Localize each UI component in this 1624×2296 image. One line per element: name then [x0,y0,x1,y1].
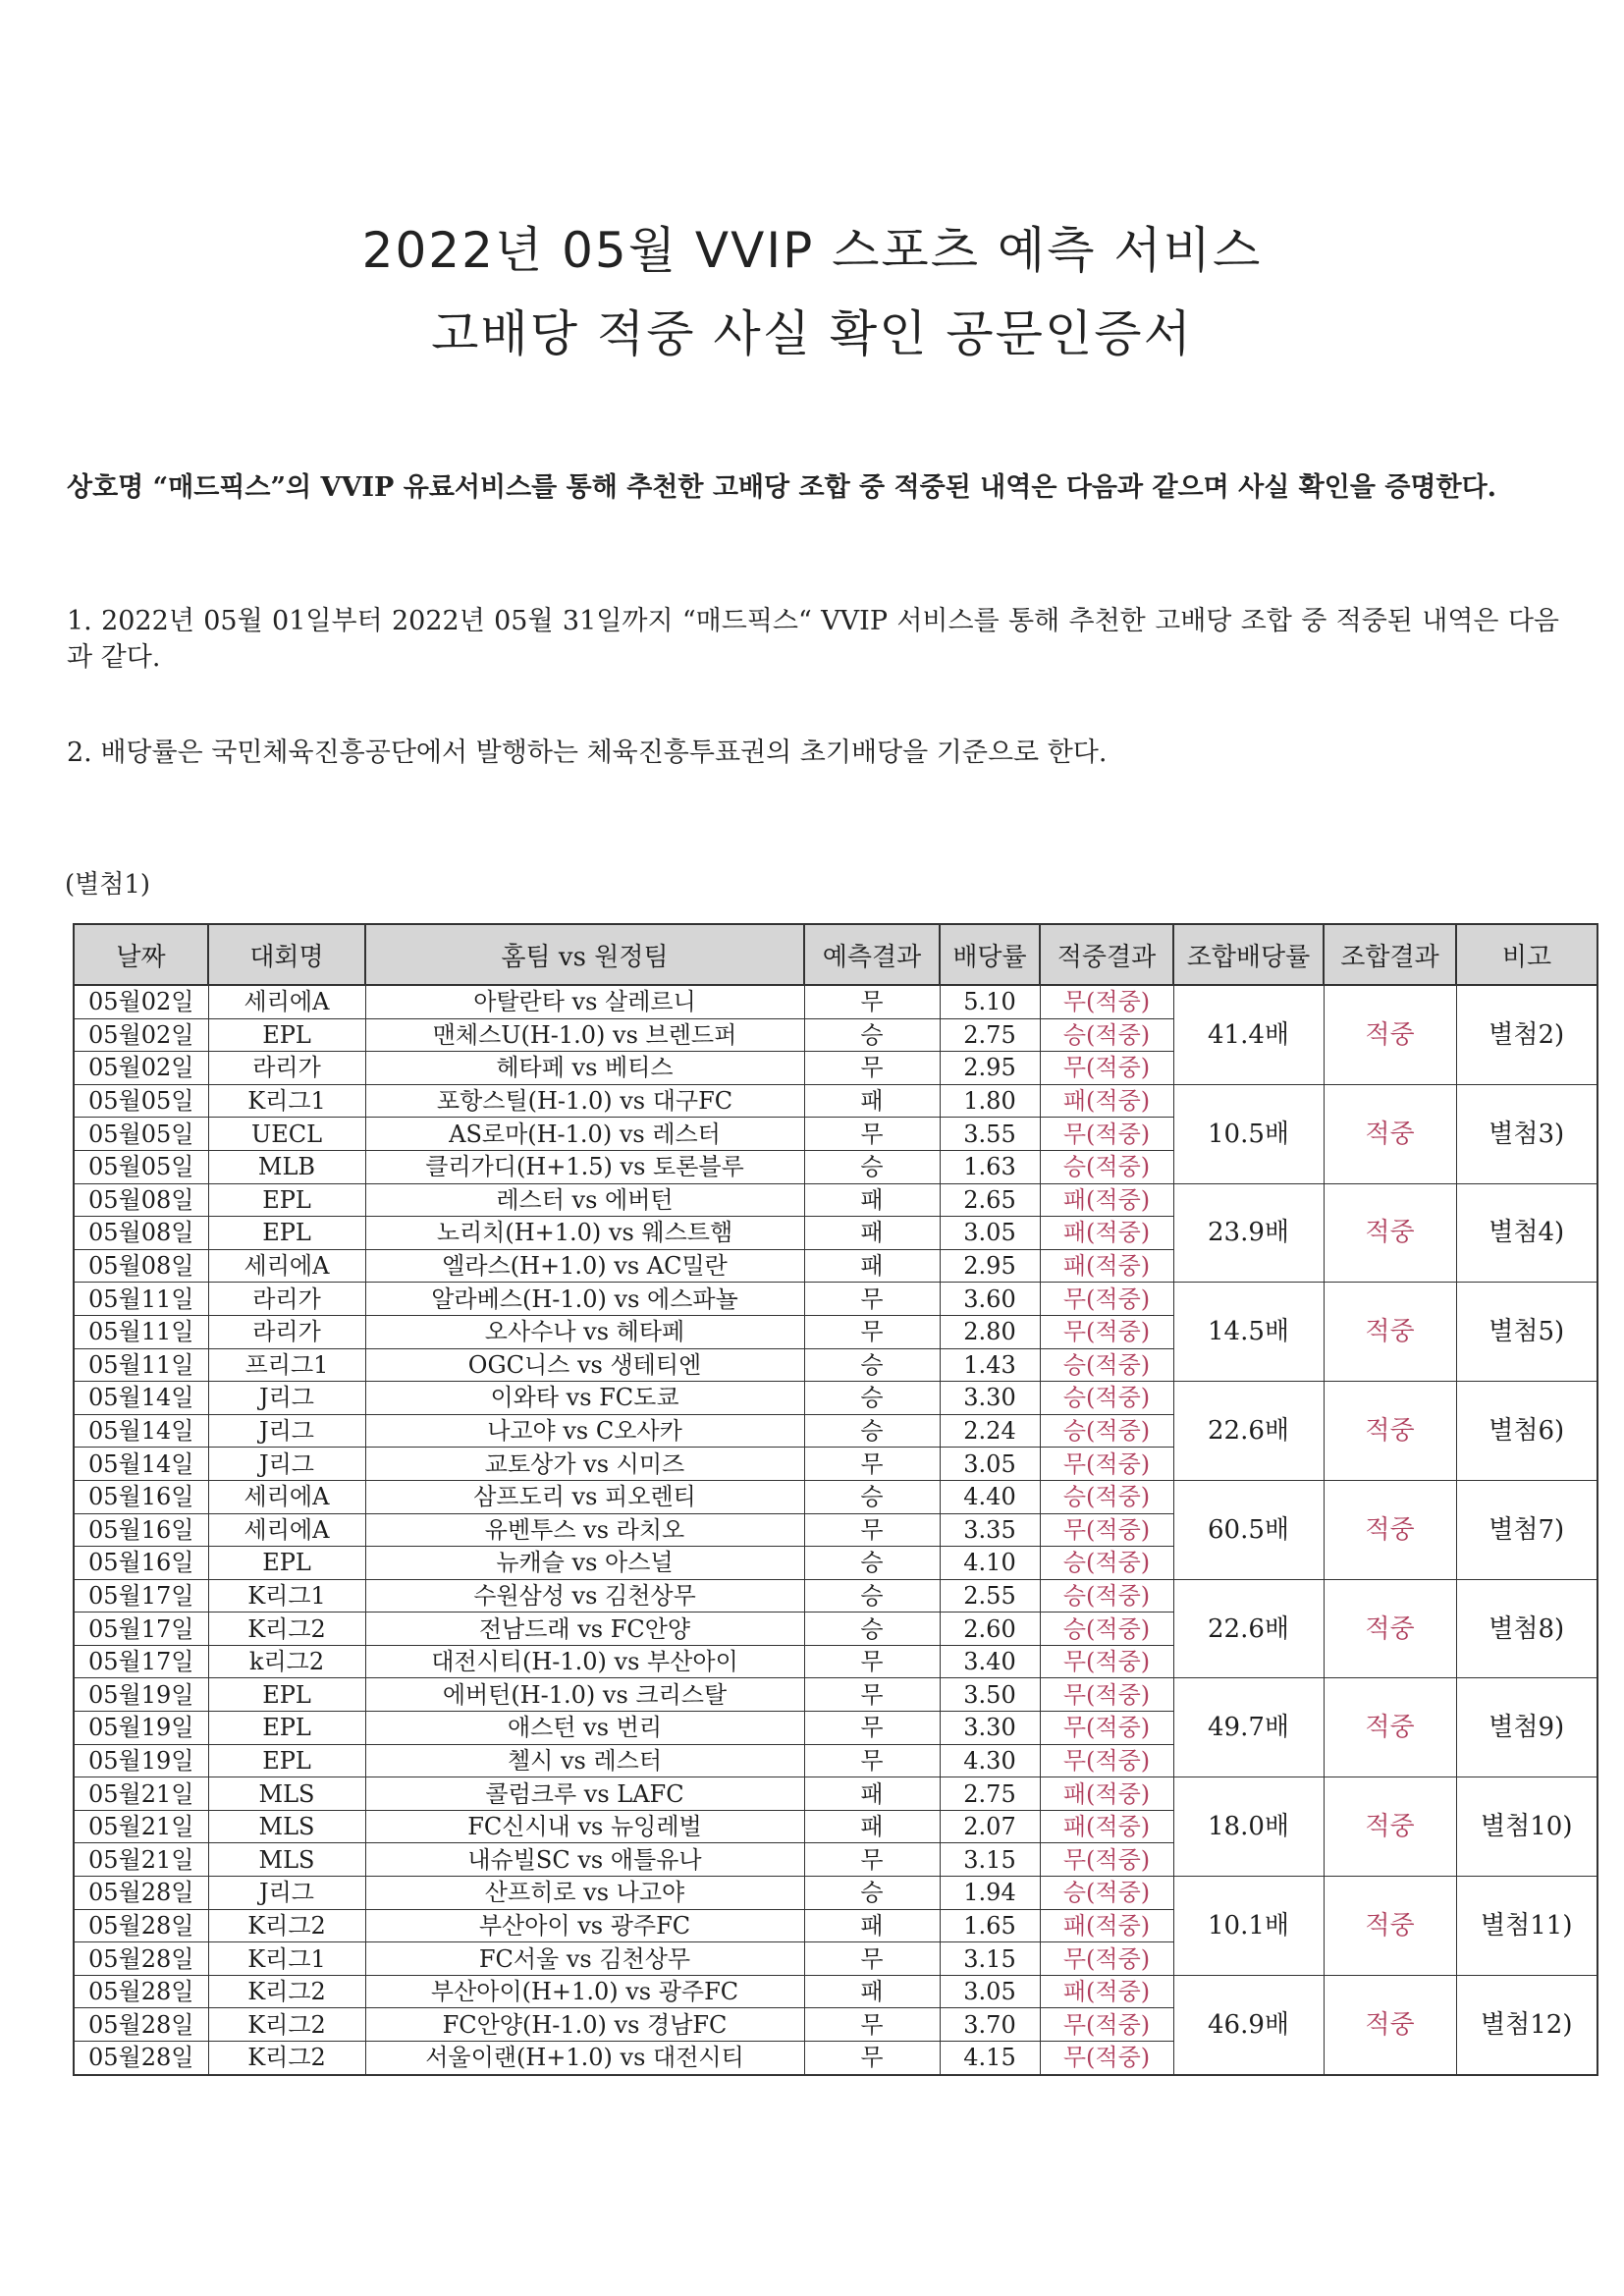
cell-match: 에버턴(H-1.0) vs 크리스탈 [365,1678,804,1712]
cell-date: 05월17일 [74,1613,208,1646]
cell-date: 05월08일 [74,1217,208,1250]
cell-league: UECL [208,1118,365,1151]
cell-odds: 1.80 [940,1084,1040,1118]
cell-date: 05월28일 [74,2008,208,2042]
cell-date: 05월14일 [74,1414,208,1448]
cell-note: 별첨9) [1456,1678,1597,1777]
cell-pick: 무 [804,1118,940,1151]
cell-pick: 무 [804,2042,940,2075]
cell-combo-odds: 22.6배 [1173,1579,1324,1678]
cell-match: 엘라스(H+1.0) vs AC밀란 [365,1249,804,1283]
cell-date: 05월16일 [74,1547,208,1580]
table-row [74,1579,1597,1613]
cell-date: 05월21일 [74,1843,208,1877]
cell-pick: 승 [804,1480,940,1513]
cell-combo-result: 적중 [1324,1084,1456,1183]
cell-pick: 무 [804,1315,940,1348]
document-title-line1: 2022년 05월 VVIP 스포츠 예측 서비스 [361,222,1263,279]
cell-result: 무(적중) [1040,985,1173,1018]
cell-note: 별첨7) [1456,1480,1597,1579]
cell-result: 승(적중) [1040,1414,1173,1448]
cell-pick: 무 [804,1052,940,1085]
table-row [74,1283,1597,1316]
cell-pick: 패 [804,1217,940,1250]
cell-result: 무(적중) [1040,1315,1173,1348]
cell-result: 무(적중) [1040,1843,1173,1877]
cell-league: MLS [208,1777,365,1811]
cell-match: 콜럼크루 vs LAFC [365,1777,804,1811]
cell-league: EPL [208,1217,365,1250]
cell-date: 05월21일 [74,1777,208,1811]
cell-odds: 1.43 [940,1348,1040,1382]
cell-combo-odds: 60.5배 [1173,1480,1324,1579]
table-row [74,1777,1597,1811]
cell-pick: 무 [804,1712,940,1745]
cell-match: 부산아이 vs 광주FC [365,1909,804,1942]
cell-match: 오사수나 vs 헤타페 [365,1315,804,1348]
cell-league: 세리에A [208,1249,365,1283]
cell-result: 무(적중) [1040,1052,1173,1085]
cell-match: 포항스틸(H-1.0) vs 대구FC [365,1084,804,1118]
cell-combo-odds: 10.1배 [1173,1877,1324,1976]
results-table [73,923,1598,2076]
cell-league: 세리에A [208,985,365,1018]
cell-pick: 승 [804,1414,940,1448]
cell-result: 승(적중) [1040,1382,1173,1415]
cell-note: 별첨2) [1456,985,1597,1084]
cell-match: 산프히로 vs 나고야 [365,1877,804,1910]
cell-league: EPL [208,1678,365,1712]
cell-date: 05월08일 [74,1249,208,1283]
cell-date: 05월21일 [74,1810,208,1843]
cell-result: 무(적중) [1040,1283,1173,1316]
cell-match: 삼프도리 vs 피오렌티 [365,1480,804,1513]
cell-date: 05월19일 [74,1712,208,1745]
cell-date: 05월11일 [74,1348,208,1382]
cell-odds: 3.35 [940,1513,1040,1547]
cell-pick: 패 [804,1183,940,1217]
paragraph-2: 2. 배당률은 국민체육진흥공단에서 발행하는 체육진흥투표권의 초기배당을 기준으로 한다. [67,738,1108,768]
cell-league: K리그2 [208,1613,365,1646]
cell-combo-result: 적중 [1324,1283,1456,1382]
cell-pick: 승 [804,1348,940,1382]
cell-result: 패(적중) [1040,1183,1173,1217]
cell-result: 무(적중) [1040,2042,1173,2075]
cell-combo-result: 적중 [1324,1777,1456,1877]
cell-result: 패(적중) [1040,1084,1173,1118]
header-row [74,924,1597,985]
table-row [74,985,1597,1018]
cell-result: 무(적중) [1040,1645,1173,1678]
cell-date: 05월17일 [74,1645,208,1678]
cell-odds: 4.40 [940,1480,1040,1513]
intro-paragraph: 상호명 “매드픽스”의 VVIP 유료서비스를 통해 추천한 고배당 조합 중 적중된 내역은 다음과 같으며 사실 확인을 증명한다. [67,472,1497,503]
cell-combo-odds: 10.5배 [1173,1084,1324,1183]
cell-pick: 승 [804,1579,940,1613]
cell-league: k리그2 [208,1645,365,1678]
cell-result: 승(적중) [1040,1150,1173,1183]
cell-pick: 승 [804,1877,940,1910]
header-league: 대회명 [208,924,365,985]
cell-match: 레스터 vs 에버턴 [365,1183,804,1217]
cell-odds: 2.07 [940,1810,1040,1843]
table-row [74,1480,1597,1513]
cell-combo-result: 적중 [1324,1480,1456,1579]
cell-combo-odds: 41.4배 [1173,985,1324,1084]
cell-result: 패(적중) [1040,1975,1173,2008]
cell-pick: 패 [804,1777,940,1811]
table-row [74,1084,1597,1118]
cell-combo-odds: 22.6배 [1173,1382,1324,1481]
cell-result: 무(적중) [1040,1712,1173,1745]
cell-result: 무(적중) [1040,1513,1173,1547]
cell-odds: 3.40 [940,1645,1040,1678]
cell-league: K리그2 [208,1909,365,1942]
cell-combo-result: 적중 [1324,1183,1456,1283]
cell-league: 라리가 [208,1315,365,1348]
cell-odds: 3.55 [940,1118,1040,1151]
cell-odds: 3.50 [940,1678,1040,1712]
cell-league: 세리에A [208,1480,365,1513]
cell-date: 05월08일 [74,1183,208,1217]
table-row [74,1877,1597,1910]
cell-league: EPL [208,1547,365,1580]
cell-match: 헤타페 vs 베티스 [365,1052,804,1085]
cell-result: 승(적중) [1040,1547,1173,1580]
cell-result: 패(적중) [1040,1777,1173,1811]
cell-league: 프리그1 [208,1348,365,1382]
cell-date: 05월05일 [74,1084,208,1118]
cell-note: 별첨5) [1456,1283,1597,1382]
cell-pick: 무 [804,985,940,1018]
cell-odds: 3.30 [940,1382,1040,1415]
cell-league: K리그1 [208,1942,365,1976]
cell-match: 클리가디(H+1.5) vs 토론블루 [365,1150,804,1183]
cell-match: 아탈란타 vs 살레르니 [365,985,804,1018]
cell-combo-result: 적중 [1324,1678,1456,1777]
cell-result: 승(적중) [1040,1613,1173,1646]
cell-pick: 승 [804,1547,940,1580]
cell-date: 05월28일 [74,1909,208,1942]
cell-combo-result: 적중 [1324,985,1456,1084]
table-row [74,1382,1597,1415]
cell-odds: 2.24 [940,1414,1040,1448]
cell-odds: 1.94 [940,1877,1040,1910]
cell-match: 첼시 vs 레스터 [365,1744,804,1777]
cell-date: 05월17일 [74,1579,208,1613]
header-combo-odds: 조합배당률 [1173,924,1324,985]
cell-date: 05월02일 [74,985,208,1018]
cell-pick: 무 [804,2008,940,2042]
cell-league: J리그 [208,1414,365,1448]
cell-match: AS로마(H-1.0) vs 레스터 [365,1118,804,1151]
cell-match: FC서울 vs 김천상무 [365,1942,804,1976]
cell-pick: 무 [804,1843,940,1877]
cell-odds: 4.15 [940,2042,1040,2075]
cell-match: 이와타 vs FC도쿄 [365,1382,804,1415]
cell-pick: 무 [804,1744,940,1777]
cell-note: 별첨12) [1456,1975,1597,2074]
cell-date: 05월28일 [74,2042,208,2075]
cell-league: J리그 [208,1877,365,1910]
cell-odds: 3.60 [940,1283,1040,1316]
cell-pick: 무 [804,1283,940,1316]
cell-date: 05월16일 [74,1513,208,1547]
header-odds: 배당률 [940,924,1040,985]
cell-match: 나고야 vs C오사카 [365,1414,804,1448]
cell-pick: 패 [804,1084,940,1118]
cell-odds: 3.30 [940,1712,1040,1745]
cell-pick: 무 [804,1448,940,1481]
cell-result: 무(적중) [1040,1678,1173,1712]
cell-note: 별첨3) [1456,1084,1597,1183]
cell-pick: 패 [804,1810,940,1843]
cell-note: 별첨4) [1456,1183,1597,1283]
cell-note: 별첨8) [1456,1579,1597,1678]
cell-combo-result: 적중 [1324,1877,1456,1976]
cell-date: 05월05일 [74,1150,208,1183]
cell-pick: 무 [804,1645,940,1678]
cell-league: 라리가 [208,1052,365,1085]
cell-league: EPL [208,1744,365,1777]
cell-odds: 4.10 [940,1547,1040,1580]
cell-league: K리그2 [208,1975,365,2008]
cell-match: 대전시티(H-1.0) vs 부산아이 [365,1645,804,1678]
cell-match: 노리치(H+1.0) vs 웨스트햄 [365,1217,804,1250]
cell-odds: 3.05 [940,1975,1040,2008]
cell-match: 유벤투스 vs 라치오 [365,1513,804,1547]
cell-match: 맨체스U(H-1.0) vs 브렌드퍼 [365,1018,804,1052]
cell-odds: 2.75 [940,1018,1040,1052]
cell-result: 승(적중) [1040,1480,1173,1513]
table-row [74,1183,1597,1217]
cell-match: 서울이랜(H+1.0) vs 대전시티 [365,2042,804,2075]
header-result: 적중결과 [1040,924,1173,985]
cell-odds: 2.80 [940,1315,1040,1348]
cell-match: 내슈빌SC vs 애틀유나 [365,1843,804,1877]
cell-match: 애스턴 vs 번리 [365,1712,804,1745]
cell-match: 알라베스(H-1.0) vs 에스파뇰 [365,1283,804,1316]
cell-date: 05월28일 [74,1942,208,1976]
cell-pick: 승 [804,1382,940,1415]
cell-date: 05월14일 [74,1382,208,1415]
cell-league: K리그2 [208,2042,365,2075]
cell-result: 무(적중) [1040,1744,1173,1777]
cell-result: 승(적중) [1040,1579,1173,1613]
cell-combo-result: 적중 [1324,1975,1456,2074]
cell-odds: 1.63 [940,1150,1040,1183]
cell-league: K리그2 [208,2008,365,2042]
cell-combo-odds: 18.0배 [1173,1777,1324,1877]
cell-combo-odds: 23.9배 [1173,1183,1324,1283]
cell-league: MLS [208,1843,365,1877]
document-title-line2: 고배당 적중 사실 확인 공문인증서 [431,305,1193,362]
cell-match: OGC니스 vs 생테티엔 [365,1348,804,1382]
cell-odds: 2.55 [940,1579,1040,1613]
cell-match: FC신시내 vs 뉴잉레벌 [365,1810,804,1843]
cell-combo-result: 적중 [1324,1382,1456,1481]
cell-pick: 무 [804,1678,940,1712]
cell-result: 승(적중) [1040,1877,1173,1910]
header-match: 홈팀 vs 원정팀 [365,924,804,985]
cell-date: 05월02일 [74,1018,208,1052]
cell-match: 전남드래 vs FC안양 [365,1613,804,1646]
cell-league: EPL [208,1018,365,1052]
header-pick: 예측결과 [804,924,940,985]
cell-note: 별첨11) [1456,1877,1597,1976]
cell-odds: 2.60 [940,1613,1040,1646]
cell-match: 부산아이(H+1.0) vs 광주FC [365,1975,804,2008]
cell-odds: 2.65 [940,1183,1040,1217]
cell-date: 05월02일 [74,1052,208,1085]
cell-league: J리그 [208,1448,365,1481]
paragraph-1: 1. 2022년 05월 01일부터 2022년 05월 31일까지 “매드픽스“ VVIP 서비스를 통해 추천한 고배당 조합 중 적중된 내역은 다음과 같다. [67,606,1559,673]
cell-odds: 2.75 [940,1777,1040,1811]
cell-result: 무(적중) [1040,1118,1173,1151]
cell-odds: 4.30 [940,1744,1040,1777]
cell-pick: 승 [804,1018,940,1052]
cell-note: 별첨10) [1456,1777,1597,1877]
cell-date: 05월19일 [74,1744,208,1777]
cell-league: EPL [208,1712,365,1745]
cell-pick: 패 [804,1249,940,1283]
cell-pick: 승 [804,1150,940,1183]
cell-pick: 패 [804,1975,940,2008]
cell-odds: 1.65 [940,1909,1040,1942]
header-note: 비고 [1456,924,1597,985]
header-date: 날짜 [74,924,208,985]
cell-league: 라리가 [208,1283,365,1316]
table-row [74,1975,1597,2008]
cell-match: 뉴캐슬 vs 아스널 [365,1547,804,1580]
cell-date: 05월16일 [74,1480,208,1513]
table-header [74,924,1597,985]
cell-odds: 2.95 [940,1052,1040,1085]
cell-match: 교토상가 vs 시미즈 [365,1448,804,1481]
cell-pick: 패 [804,1909,940,1942]
table-body [74,985,1597,2075]
attachment-label: (별첨1) [65,870,151,900]
cell-match: 수원삼성 vs 김천상무 [365,1579,804,1613]
table-row [74,1678,1597,1712]
cell-pick: 무 [804,1942,940,1976]
cell-league: MLS [208,1810,365,1843]
cell-result: 패(적중) [1040,1249,1173,1283]
cell-league: MLB [208,1150,365,1183]
cell-result: 무(적중) [1040,1448,1173,1481]
cell-odds: 3.15 [940,1942,1040,1976]
cell-combo-odds: 14.5배 [1173,1283,1324,1382]
cell-date: 05월05일 [74,1118,208,1151]
header-combo-result: 조합결과 [1324,924,1456,985]
cell-pick: 승 [804,1613,940,1646]
cell-result: 패(적중) [1040,1217,1173,1250]
cell-odds: 3.15 [940,1843,1040,1877]
cell-odds: 3.05 [940,1217,1040,1250]
cell-league: K리그1 [208,1579,365,1613]
cell-note: 별첨6) [1456,1382,1597,1481]
cell-result: 패(적중) [1040,1909,1173,1942]
cell-match: FC안양(H-1.0) vs 경남FC [365,2008,804,2042]
cell-pick: 무 [804,1513,940,1547]
cell-odds: 5.10 [940,985,1040,1018]
cell-league: K리그1 [208,1084,365,1118]
cell-result: 무(적중) [1040,2008,1173,2042]
cell-date: 05월19일 [74,1678,208,1712]
cell-league: EPL [208,1183,365,1217]
cell-combo-result: 적중 [1324,1579,1456,1678]
cell-league: J리그 [208,1382,365,1415]
cell-result: 무(적중) [1040,1942,1173,1976]
cell-odds: 3.70 [940,2008,1040,2042]
cell-combo-odds: 46.9배 [1173,1975,1324,2074]
cell-date: 05월28일 [74,1975,208,2008]
cell-odds: 3.05 [940,1448,1040,1481]
cell-date: 05월14일 [74,1448,208,1481]
cell-result: 승(적중) [1040,1018,1173,1052]
cell-combo-odds: 49.7배 [1173,1678,1324,1777]
cell-odds: 2.95 [940,1249,1040,1283]
cell-date: 05월11일 [74,1315,208,1348]
cell-league: 세리에A [208,1513,365,1547]
cell-date: 05월28일 [74,1877,208,1910]
cell-date: 05월11일 [74,1283,208,1316]
cell-result: 패(적중) [1040,1810,1173,1843]
cell-result: 승(적중) [1040,1348,1173,1382]
